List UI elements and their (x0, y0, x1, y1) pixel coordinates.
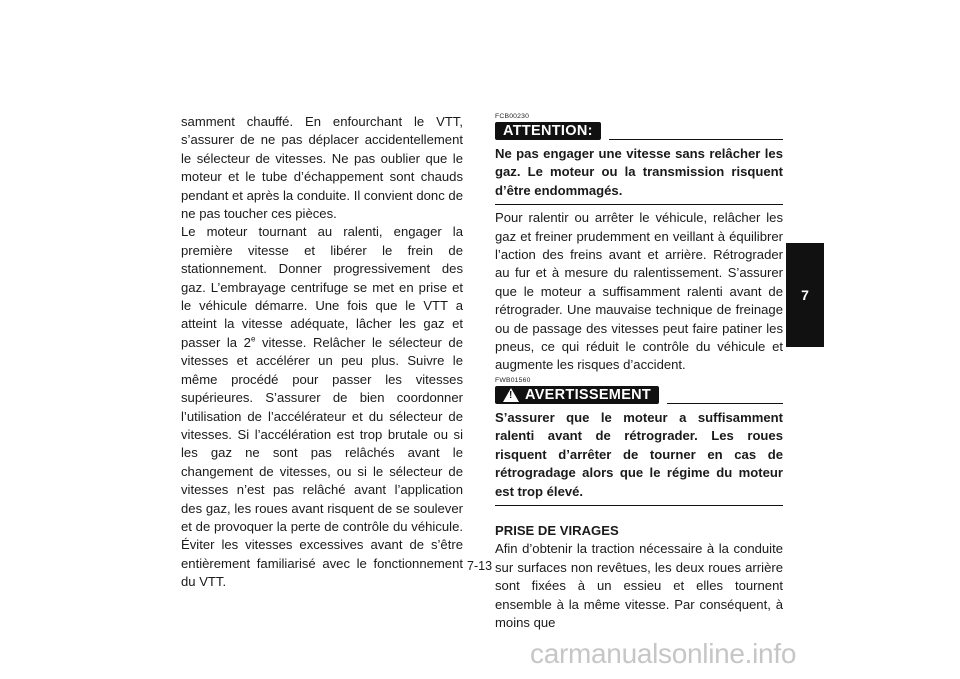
attention-header-rule (609, 139, 783, 140)
section-title: PRISE DE VIRAGES (495, 522, 619, 538)
warning-exclamation: ! (509, 390, 513, 402)
attention-header (495, 121, 783, 141)
warning-label-box (495, 386, 659, 404)
warning-label: AVERTISSEMENT (525, 386, 652, 403)
left-paragraph-2-part-a: Le moteur tournant au ralenti, engager la première vitesse et libérer le frein de stationnement. Donner progressivement des gaz. L’embrayage centrifuge se met en prise et le véhicule démarre. Une fois que le VTT a atteint la vitesse adéquate, lâcher les gaz et passer la 2 (181, 224, 463, 350)
superscript-e: e (250, 334, 256, 344)
attention-label: ATTENTION: (495, 122, 601, 140)
attention-bottom-rule (495, 204, 783, 205)
warning-code: FWB01560 (495, 376, 531, 384)
left-paragraph-2 (181, 223, 463, 591)
attention-text: Ne pas engager une vitesse sans relâcher les gaz. Le moteur ou la transmission risquent d’être endommagés. (495, 146, 783, 198)
warning-header-rule (667, 403, 783, 404)
right-paragraph-1: Pour ralentir ou arrêter le véhicule, relâcher les gaz et freiner prudemment en veillant à équilibrer l’action des freins avant et arrière. Rétrograder au fur et à mesure du ralentissement. S’assurer que le moteur a suffisamment ralenti avant de rétrograder. Une mauvaise technique de freinage ou de passage des vitesses peut faire patiner les pneus, ce qui réduit le contrôle du véhicule et augmente les risques d’accident. (495, 210, 783, 373)
attention-code: FCB00230 (495, 113, 530, 120)
warning-header (495, 385, 783, 405)
left-paragraph-2-part-b: vitesse. Relâcher le sélecteur de vitesses et accélérer un peu plus. Suivre le même procédé pour passer les vitesses supérieures. S’assurer de bien coordonner l’utilisation de l’accélérateur et du sélecteur de vitesses. Si l’accélération est trop brutale ou si les gaz ne sont pas relâchés avant le changement de vitesses, ou si le sélecteur de vitesses n’est pas relâché avant l’application des gaz, les roues avant risquent de se soulever et de provoquer la perte de contrôle du véhicule. Éviter les vitesses excessives avant de s’être entièrement familiarisé avec le fonctionnement du VTT. (181, 334, 463, 590)
left-paragraph-1: samment chauffé. En enfourchant le VTT, s’assurer de ne pas déplacer accidentellement le sélecteur de vitesses. Ne pas oublier que le moteur et le tube d’échappement sont chauds pendant et après la conduite. Il convient donc de ne pas toucher ces pièces. (181, 114, 463, 222)
right-column (495, 113, 783, 632)
left-column (181, 113, 463, 592)
watermark: carmanualsonline.info (530, 638, 797, 669)
page-number: 7-13 (467, 559, 493, 573)
warning-text: S’assurer que le moteur a suffisamment ralenti avant de rétrograder. Les roues risquent d’arrêter de tourner en cas de rétrogradage alors que le régime du moteur est trop élevé. (495, 409, 783, 499)
right-paragraph-2: Afin d’obtenir la traction nécessaire à la conduite sur surfaces non revêtues, les deux roues arrière sont fixées à un essieu et elles tournent ensemble à la même vitesse. Par conséquent, à moins que (495, 541, 783, 630)
warning-bottom-rule (495, 505, 783, 506)
warning-triangle-icon (503, 388, 519, 402)
chapter-tab: 7 (786, 243, 824, 347)
